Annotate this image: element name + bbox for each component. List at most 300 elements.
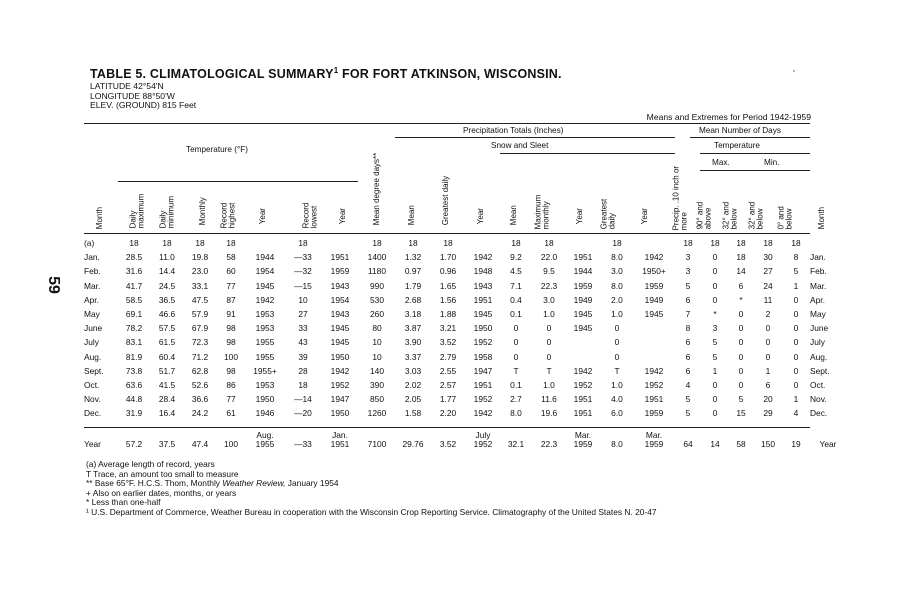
- cell-high-year: 1950: [255, 394, 275, 405]
- cell-precip-year: 1945: [473, 309, 493, 320]
- annual-degree-days: 7100: [367, 439, 387, 449]
- cell-precip-year: 1942: [473, 408, 493, 419]
- cell-daily-max: 78.2: [125, 323, 143, 334]
- cell-days-0-below: 0: [793, 337, 799, 348]
- cell-snow-greatest: 18: [612, 238, 622, 249]
- snow-rule: [500, 153, 675, 154]
- cell-monthly: 71.2: [191, 351, 209, 362]
- cell-degree-days: 1180: [367, 266, 386, 277]
- cell-low-year: 1952: [330, 379, 350, 390]
- annual-record-high: 100: [224, 439, 238, 449]
- cell-monthly: 67.9: [191, 323, 209, 334]
- cell-degree-days: 850: [370, 394, 384, 405]
- cell-precip-days: 5: [685, 280, 691, 291]
- cell-daily-max: 31.9: [125, 408, 143, 419]
- cell-high-year: 1955: [255, 337, 275, 348]
- annual-high-year-month: Aug.: [256, 430, 274, 440]
- table-row: [84, 307, 846, 321]
- cell-precip-year: 1952: [473, 394, 493, 405]
- annual-daily-max: 57.2: [125, 439, 143, 449]
- cell-days-90-above: 18: [710, 238, 720, 249]
- cell-precip-year: 1958: [473, 351, 493, 362]
- cell-record-high: 77: [226, 394, 236, 405]
- cell-monthly: 47.5: [191, 294, 209, 305]
- cell-snow-greatest: 4.0: [611, 394, 623, 405]
- cell-snow-mean: 0.1: [510, 379, 522, 390]
- cell-daily-min: 51.7: [158, 365, 176, 376]
- annual-snow-max-year-value: 1959: [573, 439, 593, 449]
- cell-snow-greatest: 0: [614, 337, 620, 348]
- cell-days-90-above: 0: [712, 294, 718, 305]
- cell-precip-year: 1951: [473, 379, 493, 390]
- cell-snow-greatest-year: [634, 335, 674, 349]
- cell-daily-max: 73.8: [125, 365, 143, 376]
- col-0-below: 0° and below: [776, 206, 794, 230]
- cell-precip-greatest: 1.77: [439, 394, 457, 405]
- cell-record-high: 98: [226, 365, 236, 376]
- footnote-trace: T Trace, an amount too small to measure: [86, 468, 239, 479]
- cell-snow-greatest-year: 1942: [644, 365, 664, 376]
- annual-snow-max-year: [566, 429, 600, 449]
- annual-snow-greatest: 8.0: [611, 439, 623, 449]
- cell-precip-days: 8: [685, 323, 691, 334]
- cell-precip-mean: 18: [408, 238, 418, 249]
- cell-snow-mean: 18: [511, 238, 521, 249]
- cell-record-high: 98: [226, 337, 236, 348]
- cell-snow-max-year: 1951: [573, 394, 593, 405]
- cell-precip-days: 3: [685, 266, 691, 277]
- cell-days-90-above: 0: [712, 252, 718, 263]
- cell-record-high: 98: [226, 323, 236, 334]
- cell-low-year: 1950: [330, 351, 350, 362]
- cell-daily-min: 57.5: [158, 323, 176, 334]
- cell-precip-mean: 1.58: [404, 408, 422, 419]
- cell-month-right: Jan.: [810, 252, 826, 263]
- col-snow-mean: Mean: [508, 205, 518, 226]
- table-row: [84, 250, 846, 264]
- cell-record-low: —14: [294, 394, 312, 405]
- annual-label: Year: [84, 439, 101, 449]
- cell-month-right: Aug.: [810, 351, 828, 362]
- cell-snow-max-year: 1951: [573, 252, 593, 263]
- cell-month-right: Apr.: [810, 294, 825, 305]
- cell-precip-mean: 0.97: [404, 266, 422, 277]
- temperature-group-header: Temperature (°F): [186, 145, 248, 154]
- cell-low-year: 1943: [330, 309, 350, 320]
- cell-record-high: 77: [226, 280, 236, 291]
- cell-daily-max: 69.1: [125, 309, 143, 320]
- cell-daily-max: 28.5: [125, 252, 143, 263]
- cell-low-year: 1943: [330, 280, 350, 291]
- cell-precip-greatest: 18: [443, 238, 453, 249]
- annual-low-year: [322, 429, 358, 449]
- cell-month: Jan.: [84, 252, 100, 263]
- cell-monthly: 57.9: [191, 309, 209, 320]
- cell-days-32-below-min: 24: [763, 280, 773, 291]
- cell-precip-greatest: 0.96: [439, 266, 457, 277]
- cell-snow-greatest-year: [634, 321, 674, 335]
- cell-snow-mean: 0.1: [510, 309, 522, 320]
- cell-snow-mean: 9.2: [510, 252, 522, 263]
- column-head-rule: [84, 233, 810, 234]
- table-row: [84, 236, 846, 250]
- cell-days-90-above: 5: [712, 337, 718, 348]
- cell-month: Dec.: [84, 408, 102, 419]
- cell-degree-days: 10: [372, 337, 382, 348]
- cell-degree-days: 1260: [367, 408, 387, 419]
- cell-record-high: 91: [226, 309, 236, 320]
- cell-days-32-below-min: 0: [765, 323, 771, 334]
- cell-precip-year: 1952: [473, 337, 493, 348]
- maxmin-rule: [700, 170, 810, 171]
- cell-month-right: Mar.: [810, 280, 827, 291]
- cell-days-0-below: 8: [793, 252, 799, 263]
- cell-snow-greatest-year: 1942: [644, 252, 664, 263]
- cell-snow-max-year: 1951: [573, 408, 593, 419]
- col-month-right: Month: [816, 206, 826, 230]
- cell-month-right: May: [810, 309, 826, 320]
- col-snow-greatest-year: Year: [639, 208, 649, 225]
- cell-snow-max: 19.6: [540, 408, 558, 419]
- cell-month-right: Oct.: [810, 379, 826, 390]
- cell-snow-greatest: 6.0: [611, 408, 623, 419]
- cell-daily-min: 24.5: [158, 280, 176, 291]
- cell-snow-greatest: 2.0: [611, 294, 623, 305]
- annual-daily-min: 37.5: [158, 439, 176, 449]
- cell-high-year: 1953: [255, 323, 275, 334]
- col-90-above: 90° and above: [695, 201, 713, 230]
- annual-snow-greatest-year-value: 1959: [644, 439, 664, 449]
- cell-degree-days: 260: [370, 309, 384, 320]
- cell-snow-mean: 0: [513, 351, 519, 362]
- top-rule: [84, 123, 810, 124]
- cell-daily-max: 31.6: [125, 266, 143, 277]
- cell-daily-max: 58.5: [125, 294, 143, 305]
- cell-days-32-below-max: 0: [738, 309, 744, 320]
- scan-speck: [793, 70, 795, 72]
- cell-month-right: [810, 236, 846, 250]
- mean-days-rule: [690, 137, 810, 138]
- col-precip-mean: Mean: [406, 205, 416, 226]
- cell-month: Apr.: [84, 294, 99, 305]
- cell-days-32-below-min: 1: [765, 365, 771, 376]
- cell-daily-min: 18: [162, 238, 172, 249]
- table-title: [90, 66, 562, 81]
- cell-precip-greatest: 1.65: [439, 280, 457, 291]
- cell-days-32-below-max: 0: [738, 379, 744, 390]
- cell-snow-max: 1.0: [543, 379, 555, 390]
- period-note: Means and Extremes for Period 1942-1959: [646, 112, 811, 122]
- cell-snow-greatest-year: 1951: [644, 394, 664, 405]
- col-daily-max: Daily maximum: [128, 193, 146, 229]
- cell-precip-days: 6: [685, 365, 691, 376]
- cell-record-low: 18: [298, 238, 308, 249]
- col-32-below-min: 32° and below: [747, 201, 765, 230]
- cell-snow-max-year: [566, 335, 600, 349]
- col-snow-greatest: Greatest daily: [599, 198, 617, 230]
- footnotes: [86, 460, 657, 518]
- col-low-year: Year: [337, 208, 347, 225]
- cell-month: Oct.: [84, 379, 100, 390]
- cell-record-low: —33: [294, 252, 312, 263]
- cell-days-32-below-min: 6: [765, 379, 771, 390]
- temp-sub-header: Temperature: [714, 141, 760, 150]
- cell-precip-mean: 1.32: [404, 252, 422, 263]
- cell-high-year: 1945: [255, 280, 275, 291]
- cell-record-high: 60: [226, 266, 236, 277]
- annual-precip-year-month: July: [475, 430, 491, 440]
- cell-month-right: June: [810, 323, 829, 334]
- cell-record-low: 43: [298, 337, 308, 348]
- cell-low-year: 1959: [330, 266, 350, 277]
- cell-low-year: 1942: [330, 365, 350, 376]
- cell-record-high: 87: [226, 294, 236, 305]
- cell-days-32-below-max: 6: [738, 280, 744, 291]
- annual-precip-mean: 29.76: [402, 439, 424, 449]
- table-row: [84, 350, 846, 364]
- cell-degree-days: 140: [370, 365, 384, 376]
- cell-precip-mean: 2.05: [404, 394, 422, 405]
- col-precip-greatest: Greatest daily: [440, 175, 450, 226]
- cell-monthly: 36.6: [191, 394, 209, 405]
- annual-monthly: 47.4: [191, 439, 209, 449]
- annual-0-below: 19: [791, 439, 801, 449]
- cell-daily-min: 36.5: [158, 294, 176, 305]
- cell-days-0-below: 18: [791, 238, 801, 249]
- cell-snow-max: 11.6: [541, 394, 557, 405]
- cell-high-year: 1953: [255, 309, 275, 320]
- cell-record-low: —20: [294, 408, 312, 419]
- table-row: [84, 406, 846, 420]
- cell-precip-days: 7: [685, 309, 691, 320]
- cell-degree-days: 1400: [367, 252, 387, 263]
- cell-days-0-below: 5: [793, 266, 799, 277]
- cell-monthly: 33.1: [191, 280, 209, 291]
- cell-days-0-below: 1: [793, 280, 799, 291]
- cell-record-low: 39: [298, 351, 308, 362]
- cell-days-32-below-min: 2: [765, 309, 771, 320]
- cell-monthly: 23.0: [191, 266, 209, 277]
- cell-snow-max: 22.3: [540, 280, 558, 291]
- cell-degree-days: 10: [372, 351, 382, 362]
- cell-daily-min: 11.0: [159, 252, 175, 263]
- precip-rule: [395, 137, 675, 138]
- cell-days-32-below-max: 0: [738, 365, 744, 376]
- cell-precip-mean: 2.68: [404, 294, 422, 305]
- cell-daily-max: 83.1: [125, 337, 143, 348]
- cell-low-year: 1950: [330, 408, 350, 419]
- cell-low-year: 1945: [330, 337, 350, 348]
- latitude: LATITUDE 42°54'N: [90, 81, 164, 91]
- cell-precip-year: 1950: [473, 323, 493, 334]
- cell-snow-max: 0: [546, 323, 552, 334]
- cell-month: Nov.: [84, 394, 101, 405]
- cell-snow-max-year: 1952: [573, 379, 593, 390]
- cell-precip-mean: 3.90: [404, 337, 422, 348]
- cell-snow-max-year: 1959: [573, 280, 593, 291]
- cell-daily-max: 44.8: [125, 394, 143, 405]
- cell-days-0-below: 0: [793, 323, 799, 334]
- annual-precip-year-value: 1952: [473, 439, 493, 449]
- cell-days-0-below: 0: [793, 309, 799, 320]
- cell-days-32-below-max: 18: [736, 238, 746, 249]
- cell-snow-max-year: 1949: [573, 294, 593, 305]
- footnote-degree-days-post: January 1954: [285, 478, 339, 489]
- cell-daily-min: 60.4: [158, 351, 176, 362]
- cell-precip-days: 18: [683, 238, 693, 249]
- annual-32-below-max: 58: [736, 439, 746, 449]
- cell-snow-greatest-year: 1945: [644, 309, 664, 320]
- cell-daily-min: 14.4: [158, 266, 176, 277]
- cell-high-year: 1955: [255, 351, 275, 362]
- cell-days-32-below-min: 29: [763, 408, 773, 419]
- cell-snow-greatest: 0: [614, 351, 620, 362]
- annual-snow-greatest-year: [634, 429, 674, 449]
- cell-days-0-below: 0: [793, 351, 799, 362]
- cell-snow-max: 1.0: [543, 309, 555, 320]
- cell-month-right: Sept.: [810, 365, 830, 376]
- cell-month: Aug.: [84, 351, 102, 362]
- annual-low-year-value: 1951: [330, 439, 350, 449]
- cell-days-0-below: 1: [793, 394, 799, 405]
- footnote-plus: + Also on earlier dates, months, or years: [86, 487, 237, 498]
- cell-precip-greatest: 1.88: [439, 309, 457, 320]
- cell-days-90-above: 0: [712, 394, 718, 405]
- cell-snow-max-year: 1942: [573, 365, 593, 376]
- cell-days-32-below-min: 18: [763, 238, 773, 249]
- max-header: Max.: [712, 158, 730, 167]
- cell-degree-days: 80: [372, 323, 382, 334]
- cell-high-year: 1953: [255, 379, 275, 390]
- cell-days-90-above: 3: [712, 323, 718, 334]
- cell-days-0-below: 0: [793, 365, 799, 376]
- cell-snow-greatest: 0: [614, 323, 620, 334]
- annual-row: [84, 429, 846, 449]
- footnote-star: * Less than one-half: [86, 497, 161, 508]
- annual-rule: [84, 427, 810, 428]
- cell-record-high: 100: [224, 351, 238, 362]
- cell-record-high: 86: [226, 379, 236, 390]
- cell-days-90-above: 0: [712, 379, 718, 390]
- cell-precip-days: 5: [685, 394, 691, 405]
- cell-snow-max-year: [566, 236, 600, 250]
- cell-month: June: [84, 323, 103, 334]
- cell-precip-greatest: 3.21: [439, 323, 457, 334]
- cell-precip-days: 4: [685, 379, 691, 390]
- annual-snow-max-year-month: Mar.: [574, 430, 592, 440]
- cell-precip-year: 1948: [473, 266, 493, 277]
- cell-snow-max: T: [546, 365, 552, 376]
- cell-month-right: Feb.: [810, 266, 827, 277]
- cell-high-year: 1944: [255, 252, 275, 263]
- cell-snow-mean: 0: [513, 323, 519, 334]
- longitude: LONGITUDE 88°50'W: [90, 90, 175, 101]
- temp-sub-rule: [700, 153, 810, 154]
- annual-snow-max: 22.3: [540, 439, 558, 449]
- table-row: [84, 335, 846, 349]
- cell-daily-max: 41.7: [125, 280, 143, 291]
- cell-month: May: [84, 309, 100, 320]
- footnote-degree-days-journal: Weather Review,: [222, 478, 286, 489]
- cell-record-high: 18: [226, 238, 236, 249]
- table-row: [84, 293, 846, 307]
- cell-snow-max: 0: [546, 351, 552, 362]
- cell-days-32-below-max: 0: [738, 351, 744, 362]
- cell-record-low: 27: [298, 309, 308, 320]
- cell-snow-max: 22.0: [540, 252, 558, 263]
- cell-days-32-below-max: 0: [738, 337, 744, 348]
- cell-days-90-above: *: [713, 309, 717, 320]
- cell-days-32-below-min: 0: [765, 337, 771, 348]
- col-record-high: Record highest: [219, 202, 237, 229]
- footnote-a: (a) Average length of record, years: [86, 459, 215, 469]
- cell-snow-max-year: [566, 350, 600, 364]
- annual-precip-days: 64: [683, 439, 693, 449]
- cell-snow-greatest-year: [634, 350, 674, 364]
- cell-snow-greatest-year: 1959: [644, 280, 664, 291]
- cell-snow-mean: 8.0: [510, 408, 522, 419]
- cell-days-90-above: 0: [712, 266, 718, 277]
- col-high-year: Year: [257, 208, 267, 225]
- cell-precip-days: 6: [685, 294, 691, 305]
- cell-precip-greatest: 2.57: [439, 379, 457, 390]
- col-record-low: Record lowest: [301, 202, 319, 229]
- cell-days-90-above: 5: [712, 351, 718, 362]
- cell-precip-greatest: 2.79: [439, 351, 457, 362]
- cell-low-year: 1947: [330, 394, 350, 405]
- cell-snow-mean: 4.5: [510, 266, 522, 277]
- cell-days-32-below-max: 14: [736, 266, 746, 277]
- cell-daily-min: 61.5: [158, 337, 176, 348]
- cell-record-low: —32: [294, 266, 312, 277]
- cell-days-90-above: 0: [712, 408, 718, 419]
- cell-days-32-below-max: 15: [736, 408, 746, 419]
- cell-record-high: 61: [226, 408, 236, 419]
- cell-degree-days: 530: [370, 294, 384, 305]
- cell-monthly: 24.2: [191, 408, 209, 419]
- cell-degree-days: 18: [372, 238, 382, 249]
- cell-snow-max: 9.5: [543, 266, 555, 277]
- cell-record-low: 18: [298, 379, 308, 390]
- cell-snow-greatest: 3.0: [611, 266, 623, 277]
- cell-snow-greatest-year: 1959: [644, 408, 664, 419]
- climate-data-table: [84, 236, 846, 420]
- annual-32-below-min: 150: [761, 439, 775, 449]
- cell-days-90-above: 1: [712, 365, 718, 376]
- cell-low-year: 1951: [330, 252, 350, 263]
- page-number: 59: [44, 276, 62, 294]
- cell-low-year: 1954: [330, 294, 350, 305]
- cell-record-low: 33: [298, 323, 308, 334]
- cell-degree-days: 390: [370, 379, 384, 390]
- station-meta: [90, 82, 196, 111]
- cell-days-32-below-max: 5: [738, 394, 744, 405]
- cell-daily-min: 41.5: [158, 379, 176, 390]
- table-row: [84, 264, 846, 278]
- cell-precip-greatest: 2.20: [439, 408, 457, 419]
- cell-monthly: 19.8: [191, 252, 209, 263]
- annual-high-year-value: 1955: [255, 439, 275, 449]
- table-row: [84, 378, 846, 392]
- annual-high-year: [246, 429, 284, 449]
- cell-precip-mean: 3.37: [404, 351, 422, 362]
- cell-precip-greatest: 3.52: [439, 337, 457, 348]
- cell-snow-greatest: 8.0: [611, 252, 623, 263]
- col-snow-max: Maximum monthly: [533, 194, 551, 230]
- cell-high-year: 1942: [255, 294, 275, 305]
- cell-snow-mean: 0: [513, 337, 519, 348]
- cell-snow-greatest-year: 1950+: [642, 266, 666, 277]
